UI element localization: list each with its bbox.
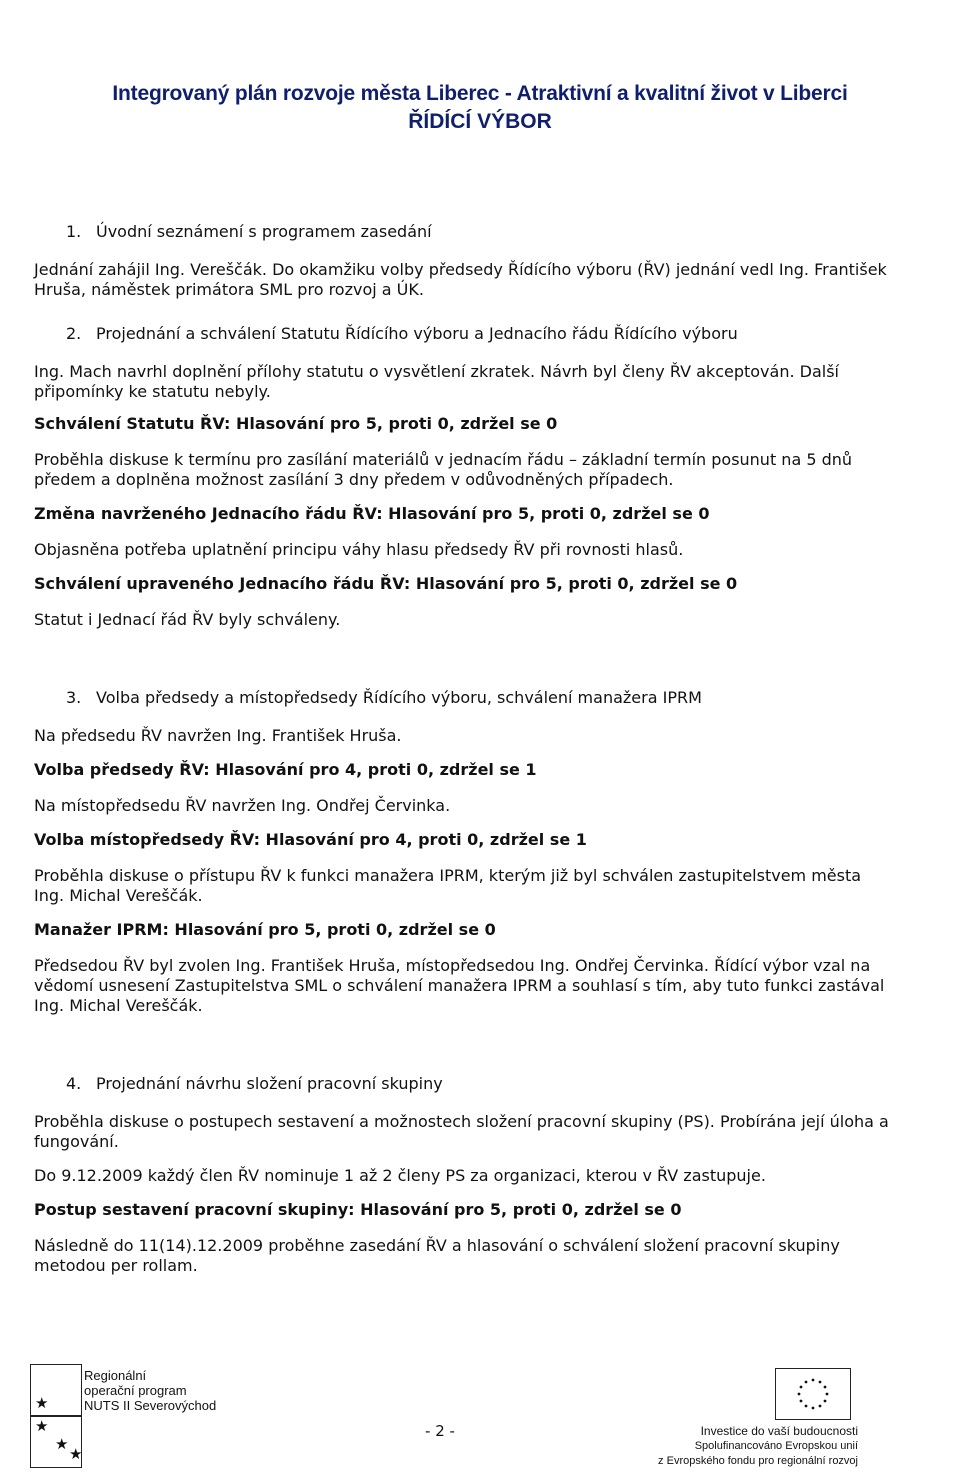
vote-result: Schválení upraveného Jednacího řádu ŘV: Hlasování pro 5, proti 0, zdržel se 0 — [34, 574, 738, 593]
eu-text-line: Spolufinancováno Evropskou unií — [694, 1440, 858, 1452]
section-number: 2. — [66, 324, 82, 343]
eu-flag-icon — [775, 1368, 851, 1420]
page-footer — [0, 1360, 960, 1477]
star-icon: ★ — [35, 1417, 49, 1435]
section-heading-1 — [66, 222, 894, 242]
eu-text-line: z Evropského fondu pro regionální rozvoj — [658, 1455, 858, 1467]
section-number: 1. — [66, 222, 82, 241]
paragraph: Ing. Mach navrhl doplnění přílohy statutu o vysvětlení zkratek. Návrh byl členy ŘV akceptován. Další připomínky ke statutu nebyly. — [34, 362, 839, 401]
paragraph: Jednání zahájil Ing. Vereščák. Do okamžiku volby předsedy Řídícího výboru (ŘV) jednání vedl Ing. František Hruša, náměstek primátora SML pro rozvoj a ÚK. — [34, 260, 887, 299]
section-title: Projednání a schválení Statutu Řídícího výboru a Jednacího řádu Řídícího výboru — [96, 324, 738, 343]
logo-text-line: operační program — [84, 1383, 187, 1398]
logo-text-line: Regionální — [84, 1368, 147, 1383]
star-icon: ★ — [69, 1445, 83, 1463]
paragraph: Do 9.12.2009 každý člen ŘV nominuje 1 až 2 členy PS za organizaci, kterou v ŘV zastupuje. — [34, 1166, 766, 1185]
paragraph: Na předsedu ŘV navržen Ing. František Hruša. — [34, 726, 402, 745]
star-icon: ★ — [55, 1435, 69, 1453]
section-title: Úvodní seznámení s programem zasedání — [96, 222, 432, 241]
document-header — [0, 80, 960, 136]
paragraph: Proběhla diskuse o přístupu ŘV k funkci manažera IPRM, kterým již byl schválen zastupitelstvem města Ing. Michal Vereščák. — [34, 866, 862, 905]
logo-box-top — [30, 1364, 82, 1416]
paragraph: Proběhla diskuse k termínu pro zasílání materiálů v jednacím řádu – základní termín posunut na 5 dnů předem a doplněna možnost zasílání 3 dny předem v odůvodněných případech. — [34, 450, 853, 489]
paragraph: Proběhla diskuse o postupech sestavení a možnostech složení pracovní skupiny (PS). Probírána její úloha a fungování. — [34, 1112, 889, 1151]
paragraph: Na místopředsedu ŘV navržen Ing. Ondřej Červinka. — [34, 796, 451, 815]
document-body — [34, 222, 894, 1290]
paragraph: Následně do 11(14).12.2009 proběhne zasedání ŘV a hlasování o schválení složení pracovní skupiny metodou per rollam. — [34, 1236, 840, 1275]
page-number: - 2 - — [425, 1422, 455, 1440]
vote-result: Schválení Statutu ŘV: Hlasování pro 5, proti 0, zdržel se 0 — [34, 414, 558, 433]
rop-logo-text — [84, 1368, 216, 1413]
paragraph: Statut i Jednací řád ŘV byly schváleny. — [34, 610, 341, 629]
section-title: Projednání návrhu složení pracovní skupiny — [96, 1074, 443, 1093]
vote-result: Změna navrženého Jednacího řádu ŘV: Hlasování pro 5, proti 0, zdržel se 0 — [34, 504, 710, 523]
rop-logo — [30, 1364, 82, 1472]
vote-result: Postup sestavení pracovní skupiny: Hlasování pro 5, proti 0, zdržel se 0 — [34, 1200, 682, 1219]
section-heading-4 — [66, 1074, 894, 1094]
section-title: Volba předsedy a místopředsedy Řídícího výboru, schválení manažera IPRM — [96, 688, 702, 707]
document-title: Integrovaný plán rozvoje města Liberec - Atraktivní a kvalitní život v Liberci — [112, 82, 848, 105]
section-heading-3 — [66, 688, 894, 708]
paragraph: Objasněna potřeba uplatnění principu váhy hlasu předsedy ŘV při rovnosti hlasů. — [34, 540, 684, 559]
star-icon: ★ — [35, 1394, 49, 1412]
paragraph: Předsedou ŘV byl zvolen Ing. František Hruša, místopředsedou Ing. Ondřej Červinka. Řídící výbor vzal na vědomí usnesení Zastupitelstva SML o schválení manažera IPRM a souhlasí s tím, aby tuto funkci zastával Ing. Michal Vereščák. — [34, 956, 885, 1015]
vote-result: Volba místopředsedy ŘV: Hlasování pro 4, proti 0, zdržel se 1 — [34, 830, 587, 849]
vote-result: Manažer IPRM: Hlasování pro 5, proti 0, zdržel se 0 — [34, 920, 496, 939]
section-heading-2 — [66, 324, 894, 344]
logo-text-line: NUTS II Severovýchod — [84, 1398, 217, 1413]
vote-result: Volba předsedy ŘV: Hlasování pro 4, proti 0, zdržel se 1 — [34, 760, 537, 779]
document-subtitle: ŘÍDÍCÍ VÝBOR — [408, 110, 552, 133]
eu-text-line: Investice do vaší budoucnosti — [700, 1424, 858, 1438]
section-number: 3. — [66, 688, 82, 707]
eu-funding-text — [658, 1424, 858, 1469]
section-number: 4. — [66, 1074, 82, 1093]
